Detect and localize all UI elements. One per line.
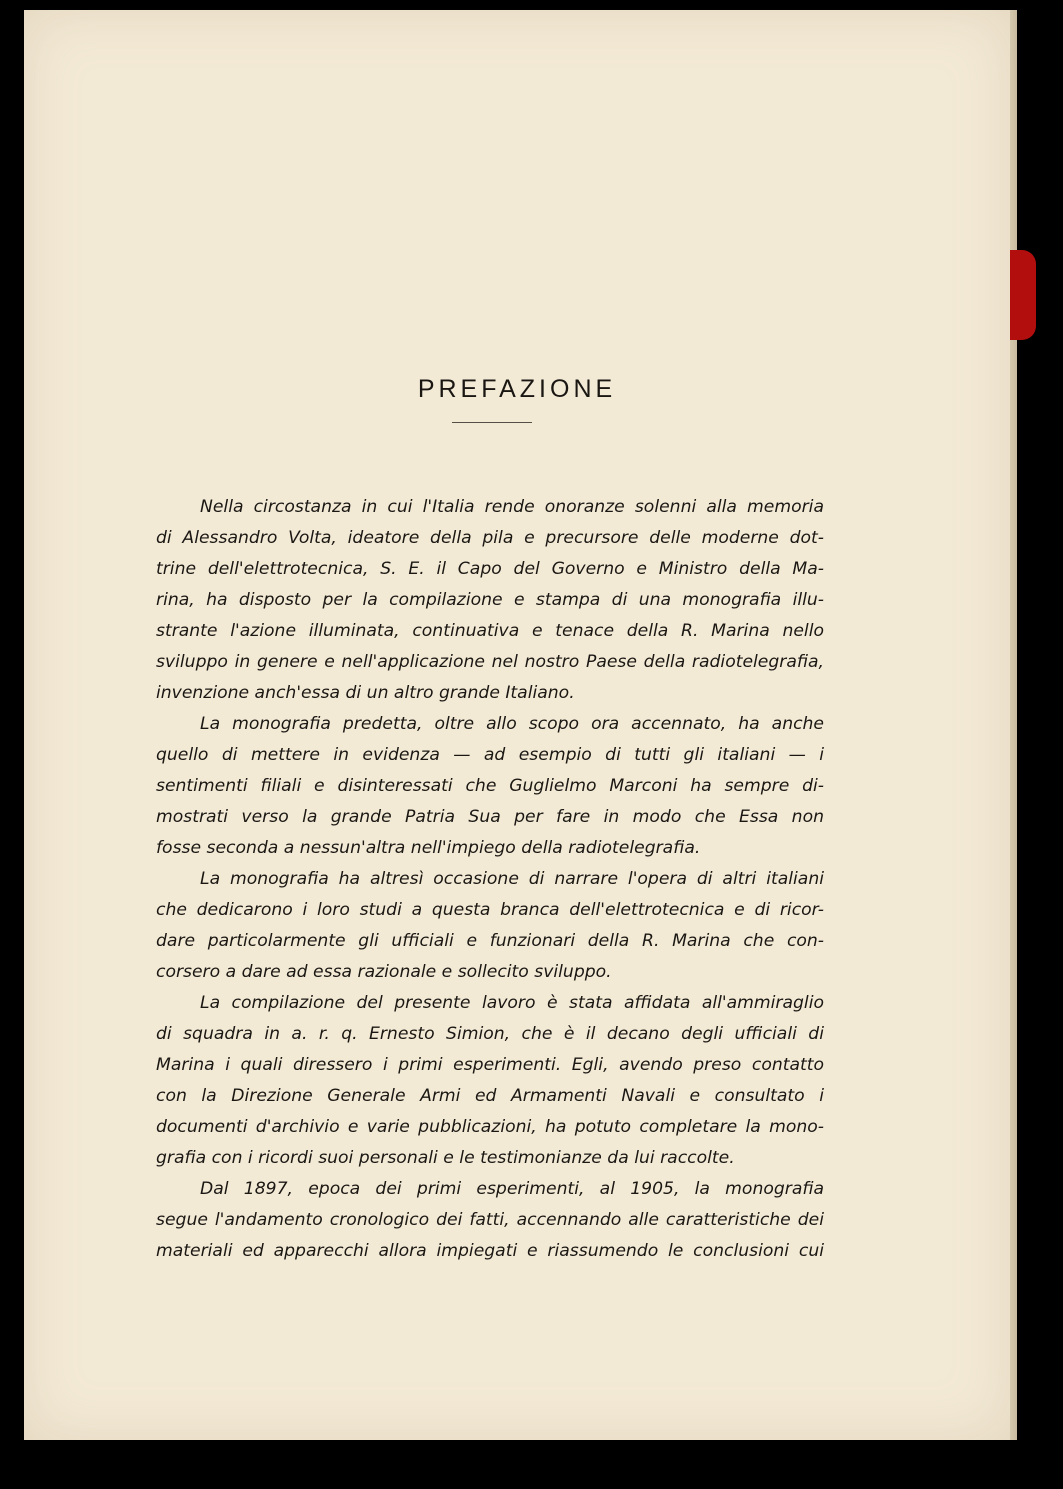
paragraph: [156, 492, 824, 709]
text-line: documenti d'archivio e varie pubblicazioni, ha potuto completare la mono-: [156, 1117, 824, 1137]
text-line: mostrati verso la grande Patria Sua per fare in modo che Essa non: [156, 807, 824, 827]
text-line: sviluppo in genere e nell'applicazione nel nostro Paese della radiotelegrafia,: [156, 652, 824, 672]
text-line: fosse seconda a nessun'altra nell'impiego della radiotelegrafia.: [156, 838, 701, 858]
text-line: invenzione anch'essa di un altro grande Italiano.: [156, 683, 575, 703]
text-line: trine dell'elettrotecnica, S. E. il Capo del Governo e Ministro della Ma-: [156, 559, 824, 579]
book-page: [24, 10, 1010, 1440]
text-line: La monografia predetta, oltre allo scopo ora accennato, ha anche: [200, 714, 824, 734]
text-line: di Alessandro Volta, ideatore della pila e precursore delle moderne dot-: [156, 528, 824, 548]
text-line: strante l'azione illuminata, continuativa e tenace della R. Marina nello: [156, 621, 824, 641]
text-line: materiali ed apparecchi allora impiegati e riassumendo le conclusioni cui: [156, 1241, 824, 1261]
text-line: segue l'andamento cronologico dei fatti, accennando alle caratteristiche dei: [156, 1210, 824, 1230]
text-line: con la Direzione Generale Armi ed Armamenti Navali e consultato i: [156, 1086, 824, 1106]
paragraph: [156, 864, 824, 988]
text-line: corsero a dare ad essa razionale e sollecito sviluppo.: [156, 962, 612, 982]
text-line: La monografia ha altresì occasione di narrare l'opera di altri italiani: [200, 869, 824, 889]
preface-body: [156, 492, 824, 1267]
page-title: PREFAZIONE: [417, 375, 617, 403]
text-line: quello di mettere in evidenza — ad esempio di tutti gli italiani — i: [156, 745, 824, 765]
text-line: rina, ha disposto per la compilazione e stampa di una monografia illu-: [156, 590, 824, 610]
paragraph: [156, 1174, 824, 1267]
text-line: Marina i quali diressero i primi esperimenti. Egli, avendo preso contatto: [156, 1055, 824, 1075]
text-line: di squadra in a. r. q. Ernesto Simion, che è il decano degli ufficiali di: [156, 1024, 824, 1044]
title-divider: [452, 422, 532, 423]
text-line: grafia con i ricordi suoi personali e le testimonianze da lui raccolte.: [156, 1148, 735, 1168]
text-line: sentimenti filiali e disinteressati che Guglielmo Marconi ha sempre di-: [156, 776, 824, 796]
text-line: Dal 1897, epoca dei primi esperimenti, al 1905, la monografia: [200, 1179, 824, 1199]
text-line: dare particolarmente gli ufficiali e funzionari della R. Marina che con-: [156, 931, 824, 951]
text-line: che dedicarono i loro studi a questa branca dell'elettrotecnica e di ricor-: [156, 900, 824, 920]
paragraph: [156, 709, 824, 864]
bookmark-tab: [1010, 250, 1036, 340]
text-line: La compilazione del presente lavoro è stata affidata all'ammiraglio: [200, 993, 824, 1013]
text-line: Nella circostanza in cui l'Italia rende onoranze solenni alla memoria: [200, 497, 824, 517]
paragraph: [156, 988, 824, 1174]
